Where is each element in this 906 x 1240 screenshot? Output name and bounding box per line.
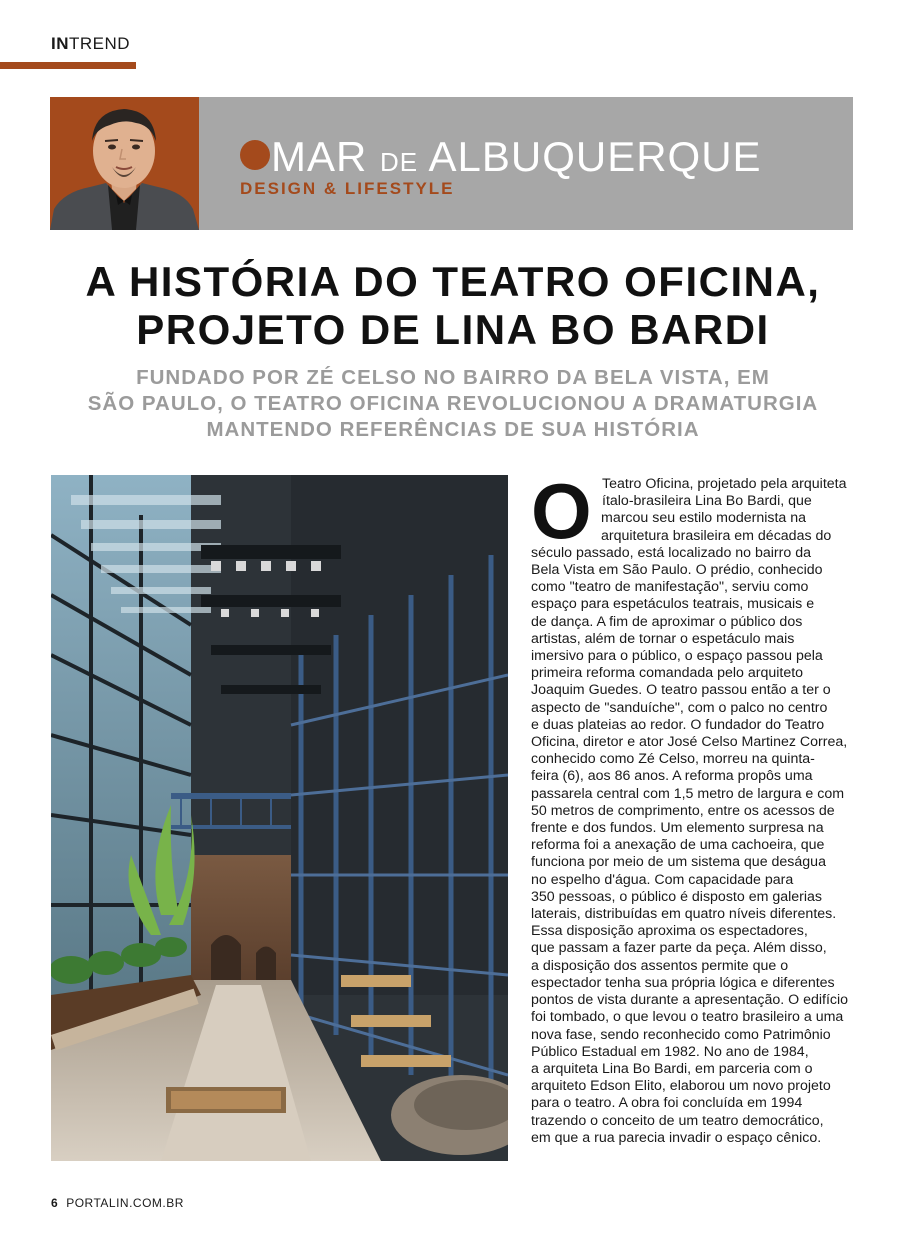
- portrait-illustration: [50, 97, 199, 230]
- article-line: nova fase, sendo reconhecido como Patrimônio: [531, 1026, 831, 1043]
- site-url: PORTALIN.COM.BR: [66, 1196, 184, 1210]
- article-line: a disposição dos assentos permite que o: [531, 957, 789, 974]
- article-line: e duas plateias ao redor. O fundador do Teatro: [531, 716, 825, 733]
- article-line: primeira reforma comandada pelo arquiteto: [531, 665, 804, 682]
- article-line: Bela Vista em São Paulo. O prédio, conhecido: [531, 562, 823, 579]
- headline-line-1: A HISTÓRIA DO TEATRO OFICINA,: [85, 258, 821, 305]
- columnist-name: [240, 135, 762, 184]
- article-line: 50 metros de comprimento, entre os acessos de: [531, 802, 835, 819]
- section-label-light: TREND: [69, 34, 131, 53]
- article-line: pontos de vista durante a apresentação. O edifício: [531, 992, 849, 1009]
- page-number: 6: [51, 1196, 59, 1210]
- article-line: Oficina, diretor e ator José Celso Martinez Correa,: [531, 734, 848, 751]
- article-line: arquitetura brasileira em décadas do: [601, 527, 832, 544]
- article-line: laterais, distribuídas em quatro níveis diferentes.: [531, 906, 837, 923]
- article-line: aspecto de "sanduíche", com o palco no centro: [531, 699, 828, 716]
- article-line: 350 pessoas, o público é disposto em galerias: [531, 888, 823, 905]
- article-line: ítalo-brasileira Lina Bo Bardi, que: [602, 493, 812, 510]
- article-line: reforma foi a anexação de uma cachoeira, que: [531, 837, 825, 854]
- article-line: de dança. A fim de aproximar o público dos: [531, 613, 803, 630]
- article-line: passarela central com 1,5 metro de largura e com: [531, 785, 845, 802]
- name-initial-circle: [240, 140, 270, 170]
- article-line: como "teatro de manifestação", serviu como: [531, 579, 809, 596]
- subheadline: [40, 365, 866, 443]
- article-line: arquiteto Edson Elito, elaborou um novo projeto: [531, 1078, 831, 1095]
- section-label: [51, 34, 130, 54]
- article-line: para o teatro. A obra foi concluída em 1994: [531, 1095, 803, 1112]
- article-line: Teatro Oficina, projetado pela arquiteta: [602, 476, 847, 492]
- article-line: trazendo o conceito de um teatro democrático,: [531, 1112, 824, 1129]
- article-line: Público Estadual em 1982. No ano de 1984,: [531, 1043, 809, 1060]
- columnist-header: [50, 97, 853, 230]
- theatre-interior-photo: [51, 475, 508, 1161]
- article-line: em que a rua parecia invadir o espaço cênico.: [531, 1129, 822, 1146]
- section-rule: [0, 62, 136, 69]
- article-lines: [531, 467, 853, 1147]
- article-line: marcou seu estilo modernista na: [601, 510, 807, 527]
- article-line: espaço para espetáculos teatrais, musicais e: [531, 596, 815, 613]
- section-label-bold: IN: [51, 34, 69, 53]
- headline: [20, 258, 886, 354]
- article-line: espectador tenha sua própria lógica e diferentes: [531, 974, 835, 991]
- article-line: foi tombado, o que levou o teatro brasileiro a uma: [531, 1009, 844, 1026]
- subheadline-line-2: SÃO PAULO, O TEATRO OFICINA REVOLUCIONOU A DRAMATURGIA: [87, 392, 819, 415]
- columnist-name-connector: DE: [380, 147, 419, 177]
- columnist-name-first: MAR: [271, 133, 368, 180]
- columnist-subtitle: DESIGN & LIFESTYLE: [240, 179, 455, 198]
- subheadline-line-3: MANTENDO REFERÊNCIAS DE SUA HISTÓRIA: [206, 418, 700, 441]
- subheadline-line-1: FUNDADO POR ZÉ CELSO NO BAIRRO DA BELA VISTA, EM: [136, 366, 770, 389]
- article-line: no espelho d'água. Com capacidade para: [531, 871, 794, 888]
- article-line: Joaquim Guedes. O teatro passou então a ter o: [531, 682, 831, 699]
- columnist-name-last: ALBUQUERQUE: [428, 133, 762, 180]
- drop-cap: O: [531, 467, 592, 555]
- article-body: [531, 467, 853, 1147]
- article-line: feira (6), aos 86 anos. A reforma propôs uma: [531, 768, 813, 785]
- article-line: imersivo para o público, o espaço passou pela: [531, 648, 823, 665]
- theatre-illustration: [51, 475, 508, 1161]
- article-line: século passado, está localizado no bairro da: [531, 544, 811, 561]
- article-line: artistas, além de tornar o espetáculo mais: [531, 630, 795, 647]
- page-footer: [51, 1196, 184, 1210]
- article-line: frente e dos fundos. Um elemento surpresa na: [531, 820, 824, 837]
- article-line: funciona por meio de um sistema que deságua: [531, 854, 826, 871]
- headline-line-2: PROJETO DE LINA BO BARDI: [136, 306, 770, 353]
- article-line: conhecido como Zé Celso, morreu na quinta-: [531, 751, 815, 768]
- article-line: a arquiteta Lina Bo Bardi, em parceria com o: [531, 1060, 813, 1077]
- article-line: que passam a fazer parte da peça. Além disso,: [531, 940, 827, 957]
- columnist-portrait: [50, 97, 199, 230]
- article-line: Essa disposição aproxima os espectadores,: [531, 923, 808, 940]
